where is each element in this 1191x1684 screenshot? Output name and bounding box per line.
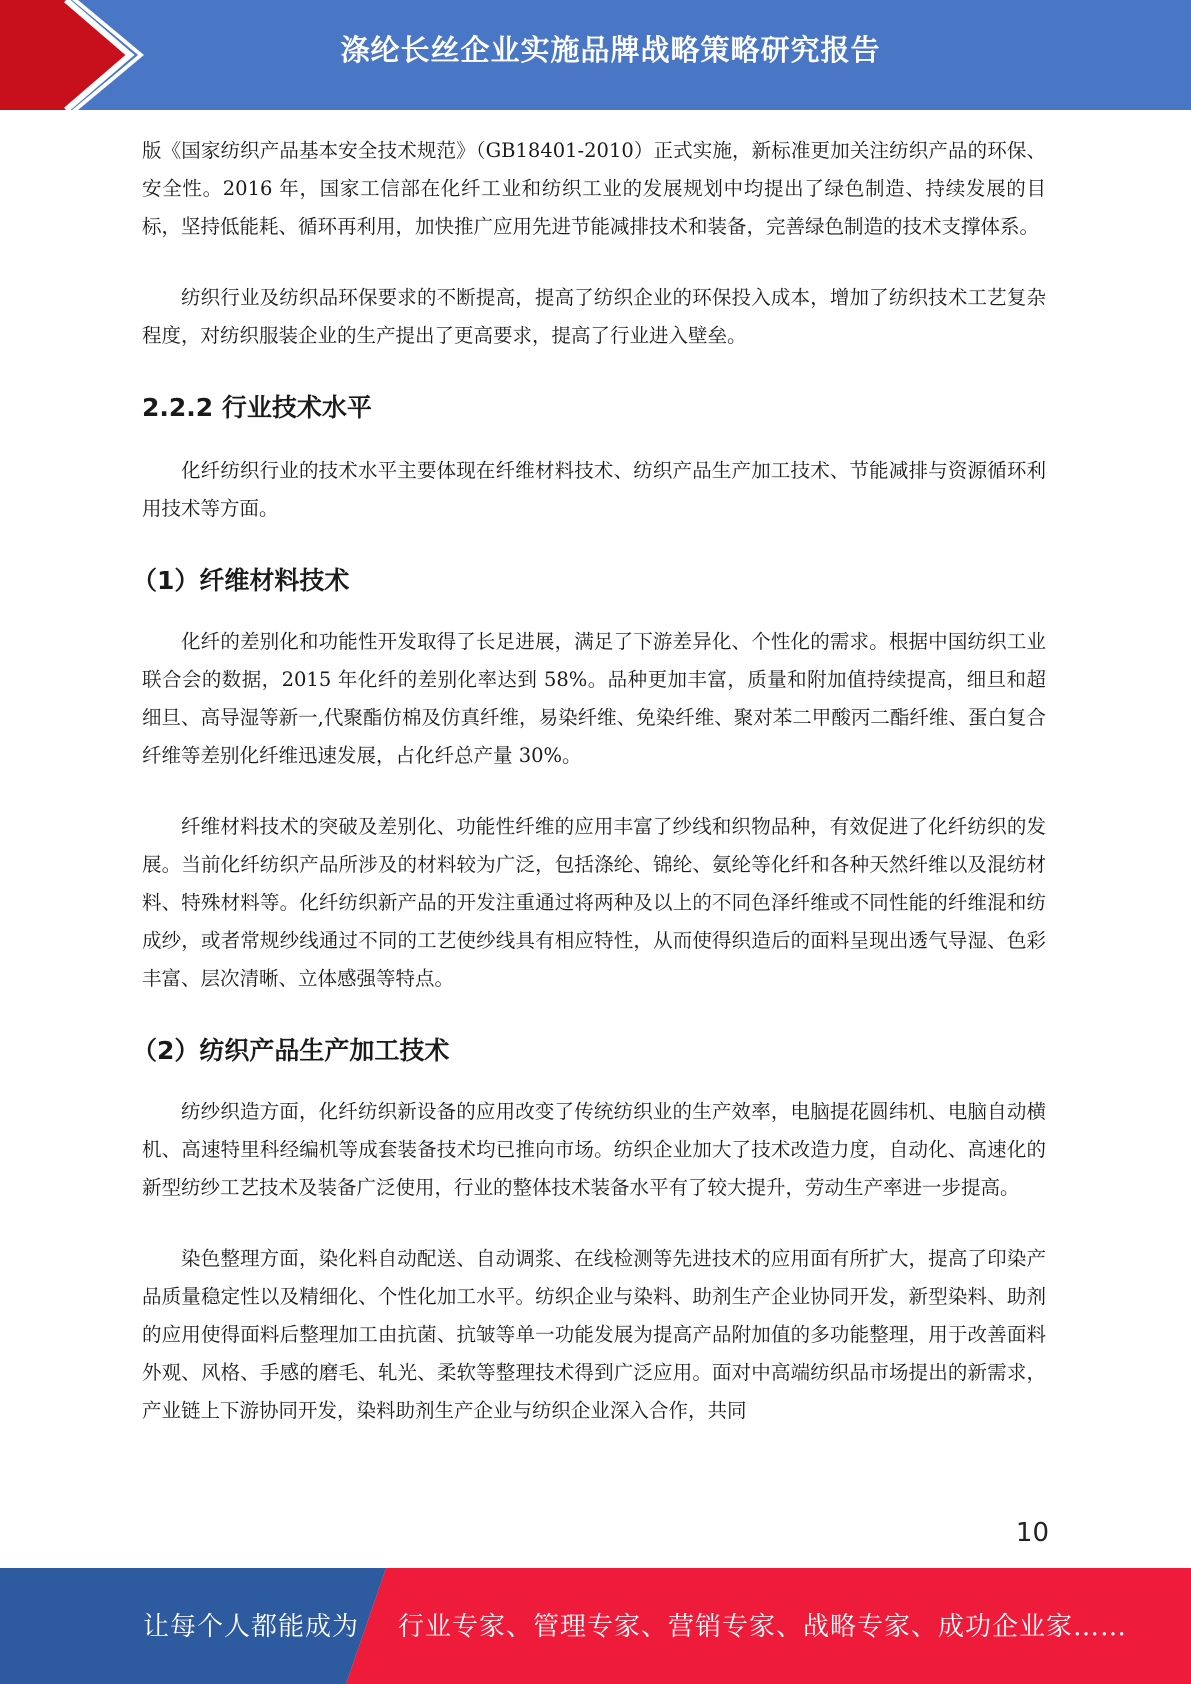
page-footer <box>0 1568 1191 1684</box>
footer-slogan-left: 让每个人都能成为 <box>143 1612 360 1642</box>
page-header <box>0 0 1191 110</box>
footer-slogan-right: 行业专家、管理专家、营销专家、战略专家、成功企业家…… <box>398 1612 1128 1642</box>
paragraph: 版《国家纺织产品基本安全技术规范》（GB18401-2010）正式实施，新标准更加关注纺织产品的环保、安全性。2016 年，国家工信部在化纤工业和纺织工业的发展规划中均提出了绿色制造、持续发展的目标，坚持低能耗、循环再利用，加快推广应用先进节能减排技术和装备，完善绿色制造的技术支撑体系。 <box>142 139 1046 238</box>
paragraph: 纺纱织造方面，化纤纺织新设备的应用改变了传统纺织业的生产效率，电脑提花圆纬机、电脑自动横机、高速特里科经编机等成套装备技术均已推向市场。纺织企业加大了技术改造力度，自动化、高速化的新型纺纱工艺技术及装备广泛使用，行业的整体技术装备水平有了较大提升，劳动生产率进一步提高。 <box>142 1100 1046 1199</box>
page-content <box>132 132 1046 1463</box>
paragraph: 染色整理方面，染化料自动配送、自动调浆、在线检测等先进技术的应用面有所扩大，提高了印染产品质量稳定性以及精细化、个性化加工水平。纺织企业与染料、助剂生产企业协同开发，新型染料、助剂的应用使得面料后整理加工由抗菌、抗皱等单一功能发展为提高产品附加值的多功能整理，用于改善面料外观、风格、手感的磨毛、轧光、柔软等整理技术得到广泛应用。面对中高端纺织品市场提出的新需求，产业链上下游协同开发，染料助剂生产企业与纺织企业深入合作，共同 <box>142 1247 1046 1422</box>
paragraph: 化纤的差别化和功能性开发取得了长足进展，满足了下游差异化、个性化的需求。根据中国纺织工业联合会的数据，2015 年化纤的差别化率达到 58%。品种更加丰富，质量和附加值持续提高，细旦和超细旦、高导湿等新一,代聚酯仿棉及仿真纤维，易染纤维、免染纤维、聚对苯二甲酸丙二酯纤维、蛋白复合纤维等差别化纤维迅速发展，占化纤总产量 30%。 <box>142 630 1046 767</box>
paragraph: 纺织行业及纺织品环保要求的不断提高，提高了纺织企业的环保投入成本，增加了纺织技术工艺复杂程度，对纺织服装企业的生产提出了更高要求，提高了行业进入壁垒。 <box>142 286 1046 347</box>
subsection-heading: （2）纺织产品生产加工技术 <box>132 1036 450 1065</box>
report-title: 涤纶长丝企业实施品牌战略策略研究报告 <box>340 33 881 67</box>
section-heading: 2.2.2 行业技术水平 <box>142 393 372 422</box>
paragraph: 化纤纺织行业的技术水平主要体现在纤维材料技术、纺织产品生产加工技术、节能减排与资源循环利用技术等方面。 <box>142 459 1046 520</box>
paragraph: 纤维材料技术的突破及差别化、功能性纤维的应用丰富了纱线和织物品种，有效促进了化纤纺织的发展。当前化纤纺织产品所涉及的材料较为广泛，包括涤纶、锦纶、氨纶等化纤和各种天然纤维以及混纺材料、特殊材料等。化纤纺织新产品的开发注重通过将两种及以上的不同色泽纤维或不同性能的纤维混和纺成纱，或者常规纱线通过不同的工艺使纱线具有相应特性，从而使得织造后的面料呈现出透气导湿、色彩丰富、层次清晰、立体感强等特点。 <box>142 815 1046 990</box>
page-number: 10 <box>1015 1518 1049 1548</box>
subsection-heading: （1）纤维材料技术 <box>132 566 350 595</box>
